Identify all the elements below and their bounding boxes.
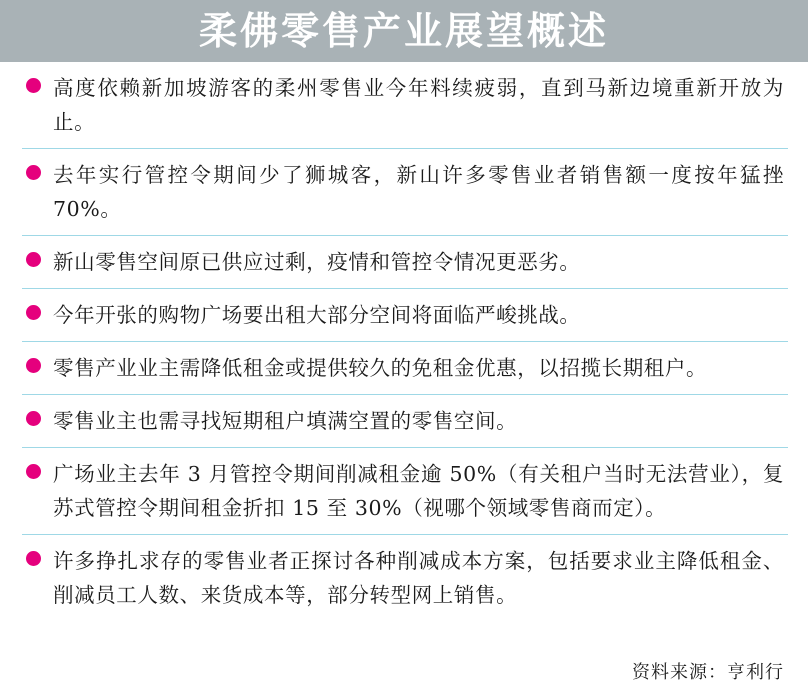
- list-item: [22, 535, 788, 621]
- bullet-list: [0, 62, 808, 621]
- list-item-text: 零售业主也需寻找短期租户填满空置的零售空间。: [53, 409, 518, 433]
- source-caption: 资料来源：亨利行: [632, 662, 784, 683]
- list-item-text: 零售产业业主需降低租金或提供较久的免租金优惠，以招揽长期租户。: [53, 356, 708, 380]
- list-item-text: 新山零售空间原已供应过剩，疫情和管控令情况更恶劣。: [53, 250, 581, 274]
- list-item: [22, 448, 788, 535]
- list-item: [22, 149, 788, 236]
- bullet-dot-icon: [26, 358, 41, 373]
- bullet-dot-icon: [26, 305, 41, 320]
- list-item: [22, 342, 788, 395]
- list-item-text: 今年开张的购物广场要出租大部分空间将面临严峻挑战。: [53, 303, 581, 327]
- list-item-text: 许多挣扎求存的零售业者正探讨各种削减成本方案，包括要求业主降低租金、削减员工人数、来货成本等，部分转型网上销售。: [53, 549, 784, 607]
- list-item: [22, 289, 788, 342]
- bullet-dot-icon: [26, 464, 41, 479]
- bullet-dot-icon: [26, 165, 41, 180]
- bullet-dot-icon: [26, 78, 41, 93]
- page-title: 柔佛零售产业展望概述: [198, 8, 609, 53]
- list-item: [22, 395, 788, 448]
- bullet-dot-icon: [26, 411, 41, 426]
- list-item-text: 去年实行管控令期间少了狮城客，新山许多零售业者销售额一度按年猛挫 70%。: [53, 163, 784, 221]
- list-item: [22, 62, 788, 149]
- list-item-text: 高度依赖新加坡游客的柔州零售业今年料续疲弱，直到马新边境重新开放为止。: [53, 76, 784, 134]
- infographic-header: [0, 0, 808, 62]
- bullet-dot-icon: [26, 551, 41, 566]
- list-item: [22, 236, 788, 289]
- list-item-text: 广场业主去年 3 月管控令期间削减租金逾 50%（有关租户当时无法营业），复苏式管控令期间租金折扣 15 至 30%（视哪个领域零售商而定）。: [53, 462, 784, 520]
- bullet-dot-icon: [26, 252, 41, 267]
